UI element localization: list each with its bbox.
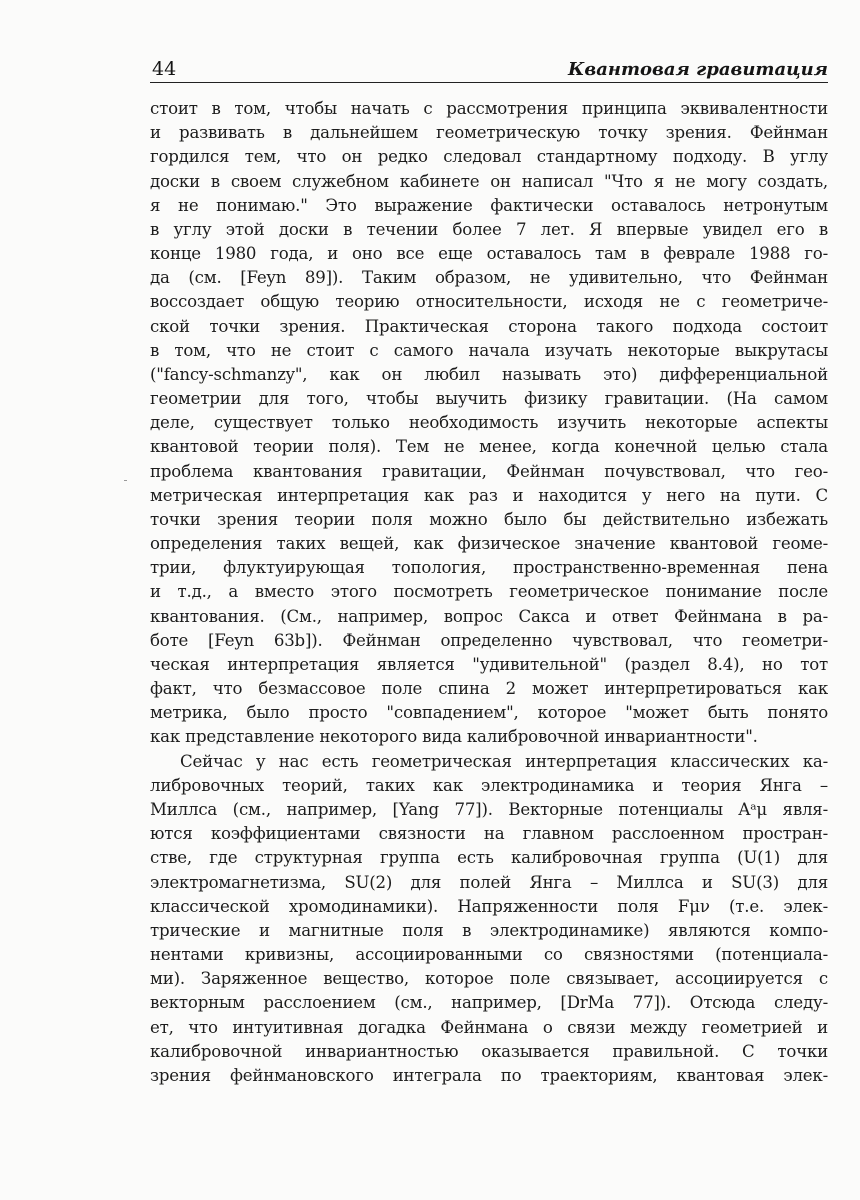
text-line: стоит в том, чтобы начать с рассмотрения принципа эквивалентности [150,99,828,118]
text-line: ми). Заряженное вещество, которое поле связывает, ассоциируется с [150,969,828,989]
text-line: ет, что интуитивная догадка Фейнмана о связи между геометрией и [150,1017,828,1037]
text-line: доски в своем служебном кабинете он написал "Что я не могу создать, [150,171,828,191]
text-line: квантования. (См., например, вопрос Сакса и ответ Фейнмана в ра- [150,606,828,626]
running-title: Квантовая гравитация [568,59,828,80]
text-line: конце 1980 года, и оно все еще оставалось там в феврале 1988 го- [150,244,828,264]
text-line: в углу этой доски в течении более 7 лет. Я впервые увидел его в [150,219,828,239]
text-line: нентами кривизны, ассоциированными со связностями (потенциала- [150,945,828,965]
text-line: Миллса (см., например, [Yang 77]). Векторные потенциалы Aᵃμ явля- [150,799,828,819]
body-text [150,97,828,1088]
text-line: квантовой теории поля). Тем не менее, когда конечной целью стала [150,437,828,457]
text-line: калибровочной инвариантностью оказывается правильной. С точки [150,1041,828,1061]
text-line: классической хромодинамики). Напряженности поля Fμν (т.е. элек- [150,896,828,916]
margin-mark [124,480,127,481]
text-line: определения таких вещей, как физическое значение квантовой геоме- [150,534,828,554]
text-line: трические и магнитные поля в электродинамике) являются компо- [150,920,828,940]
text-line: и развивать в дальнейшем геометрическую точку зрения. Фейнман [150,123,828,143]
text-line: гордился тем, что он редко следовал стандартному подходу. В углу [150,147,828,167]
paragraph-end-line: как представление некоторого вида калибровочной инвариантности". [150,727,758,747]
text-line: векторным расслоением (см., например, [DrMa 77]). Отсюда следу- [150,993,828,1013]
text-line: проблема квантования гравитации, Фейнман почувствовал, что гео- [150,461,828,481]
text-line: ской точки зрения. Практическая сторона такого подхода состоит [150,316,828,336]
text-line: метрика, было просто "совпадением", которое "может быть понято [150,703,828,723]
text-line: ("fancy-schmanzy", как он любил называть это) дифференциальной [150,364,828,384]
text-line: ческая интерпретация является "удивительной" (раздел 8.4), но тот [150,654,828,674]
text-line: факт, что безмассовое поле спина 2 может интерпретироваться как [150,679,828,699]
text-line: электромагнетизма, SU(2) для полей Янга – Миллса и SU(3) для [150,872,828,892]
text-line: и т.д., а вместо этого посмотреть геометрическое понимание после [150,582,828,602]
page-number: 44 [152,58,177,80]
page-header [150,56,828,83]
text-line: в том, что не стоит с самого начала изучать некоторые выкрутасы [150,340,828,360]
text-line: геометрии для того, чтобы выучить физику гравитации. (На самом [150,389,828,409]
text-line: ются коэффициентами связности на главном расслоенном простран- [150,824,828,844]
text-line: либровочных теорий, таких как электродинамика и теория Янга – [150,775,828,795]
text-line: деле, существует только необходимость изучить некоторые аспекты [150,413,828,433]
text-line: воссоздает общую теорию относительности, исходя не с геометриче- [150,292,828,312]
paragraph-start-line: Сейчас у нас есть геометрическая интерпретация классических ка- [180,751,828,771]
text-line: трии, флуктуирующая топология, пространственно-временная пена [150,558,828,578]
text-line: зрения фейнмановского интеграла по траекториям, квантовая элек- [150,1065,828,1085]
text-line: боте [Feyn 63b]). Фейнман определенно чувствовал, что геометри- [150,630,828,650]
text-line: метрическая интерпретация как раз и находится у него на пути. С [150,485,828,505]
text-line: стве, где структурная группа есть калибровочная группа (U(1) для [150,848,828,868]
text-line: точки зрения теории поля можно было бы действительно избежать [150,509,828,529]
text-line: да (см. [Feyn 89]). Таким образом, не удивительно, что Фейнман [150,268,828,288]
text-line: я не понимаю." Это выражение фактически оставалось нетронутым [150,195,828,215]
